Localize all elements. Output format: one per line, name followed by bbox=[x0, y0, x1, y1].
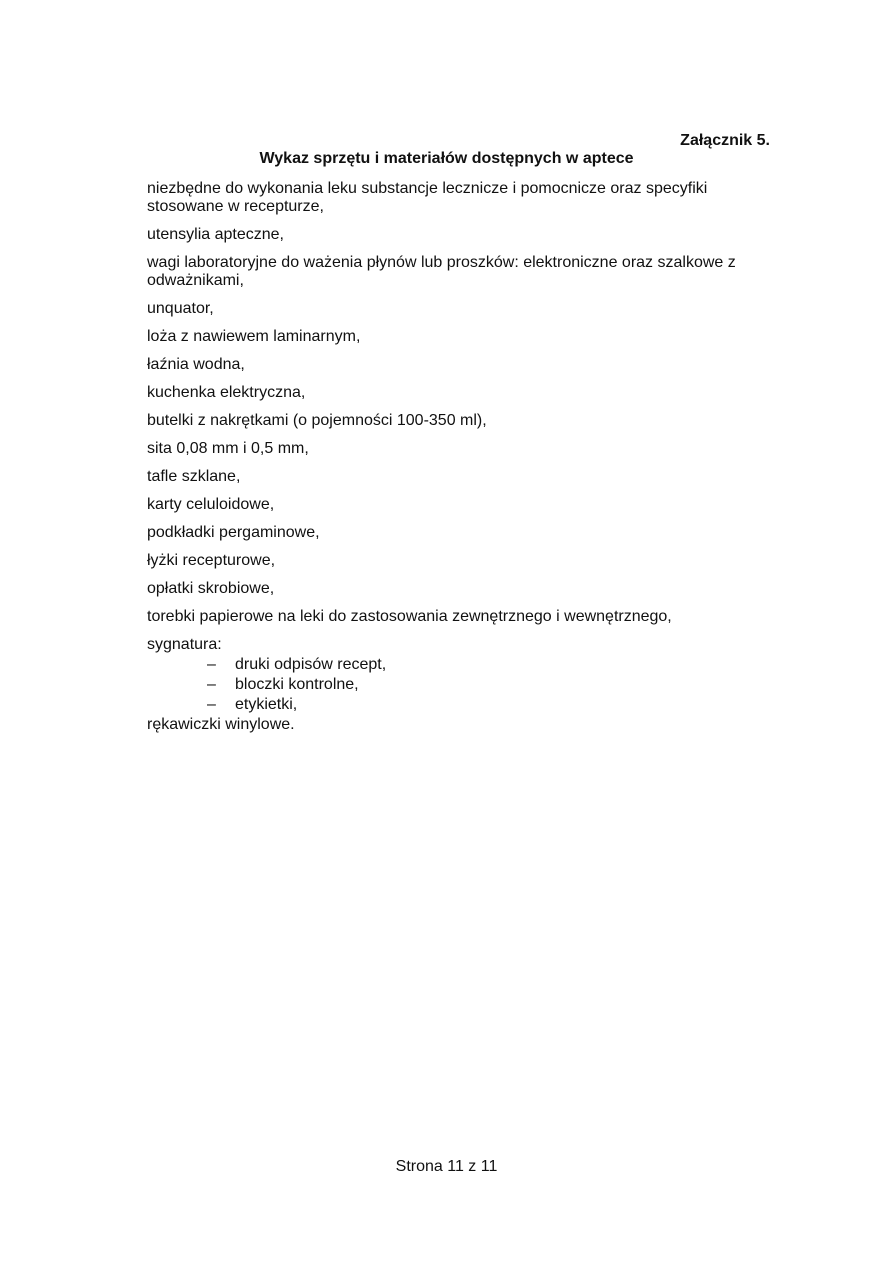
list-item: utensylia apteczne, bbox=[147, 226, 284, 243]
list-item: wagi laboratoryjne do ważenia płynów lub proszków: elektroniczne oraz szalkowe z odważnikami, bbox=[147, 254, 736, 289]
list-item: niezbędne do wykonania leku substancje lecznicze i pomocnicze oraz specyfiki stosowane w recepturze, bbox=[147, 180, 708, 215]
list-item: sita 0,08 mm i 0,5 mm, bbox=[147, 440, 309, 457]
list-item: torebki papierowe na leki do zastosowania zewnętrznego i wewnętrznego, bbox=[147, 608, 672, 625]
page-number: Strona 11 z 11 bbox=[395, 1158, 498, 1175]
list-item: opłatki skrobiowe, bbox=[147, 580, 275, 597]
list-item: unquator, bbox=[147, 300, 214, 317]
annex-label: Załącznik 5. bbox=[680, 132, 770, 149]
sublist-item-text: etykietki, bbox=[235, 696, 298, 713]
list-item: loża z nawiewem laminarnym, bbox=[147, 328, 361, 345]
list-item: tafle szklane, bbox=[147, 468, 241, 485]
sublist-item bbox=[207, 656, 787, 674]
sublist-item bbox=[207, 676, 787, 694]
list-item: kuchenka elektryczna, bbox=[147, 384, 306, 401]
list-item: podkładki pergaminowe, bbox=[147, 524, 320, 541]
signature-sublist bbox=[207, 656, 787, 714]
dash-marker: – bbox=[207, 696, 216, 713]
list-item: łaźnia wodna, bbox=[147, 356, 245, 373]
dash-marker: – bbox=[207, 676, 216, 693]
dash-marker: – bbox=[207, 656, 216, 673]
equipment-list bbox=[147, 180, 787, 744]
list-item: rękawiczki winylowe. bbox=[147, 716, 295, 733]
sublist-item-text: druki odpisów recept, bbox=[235, 656, 387, 673]
document-title: Wykaz sprzętu i materiałów dostępnych w aptece bbox=[259, 150, 634, 167]
sublist-item bbox=[207, 696, 787, 714]
list-item: karty celuloidowe, bbox=[147, 496, 275, 513]
list-item-signature: sygnatura: bbox=[147, 636, 222, 653]
sublist-item-text: bloczki kontrolne, bbox=[235, 676, 359, 693]
list-item: łyżki recepturowe, bbox=[147, 552, 276, 569]
list-item: butelki z nakrętkami (o pojemności 100-350 ml), bbox=[147, 412, 487, 429]
